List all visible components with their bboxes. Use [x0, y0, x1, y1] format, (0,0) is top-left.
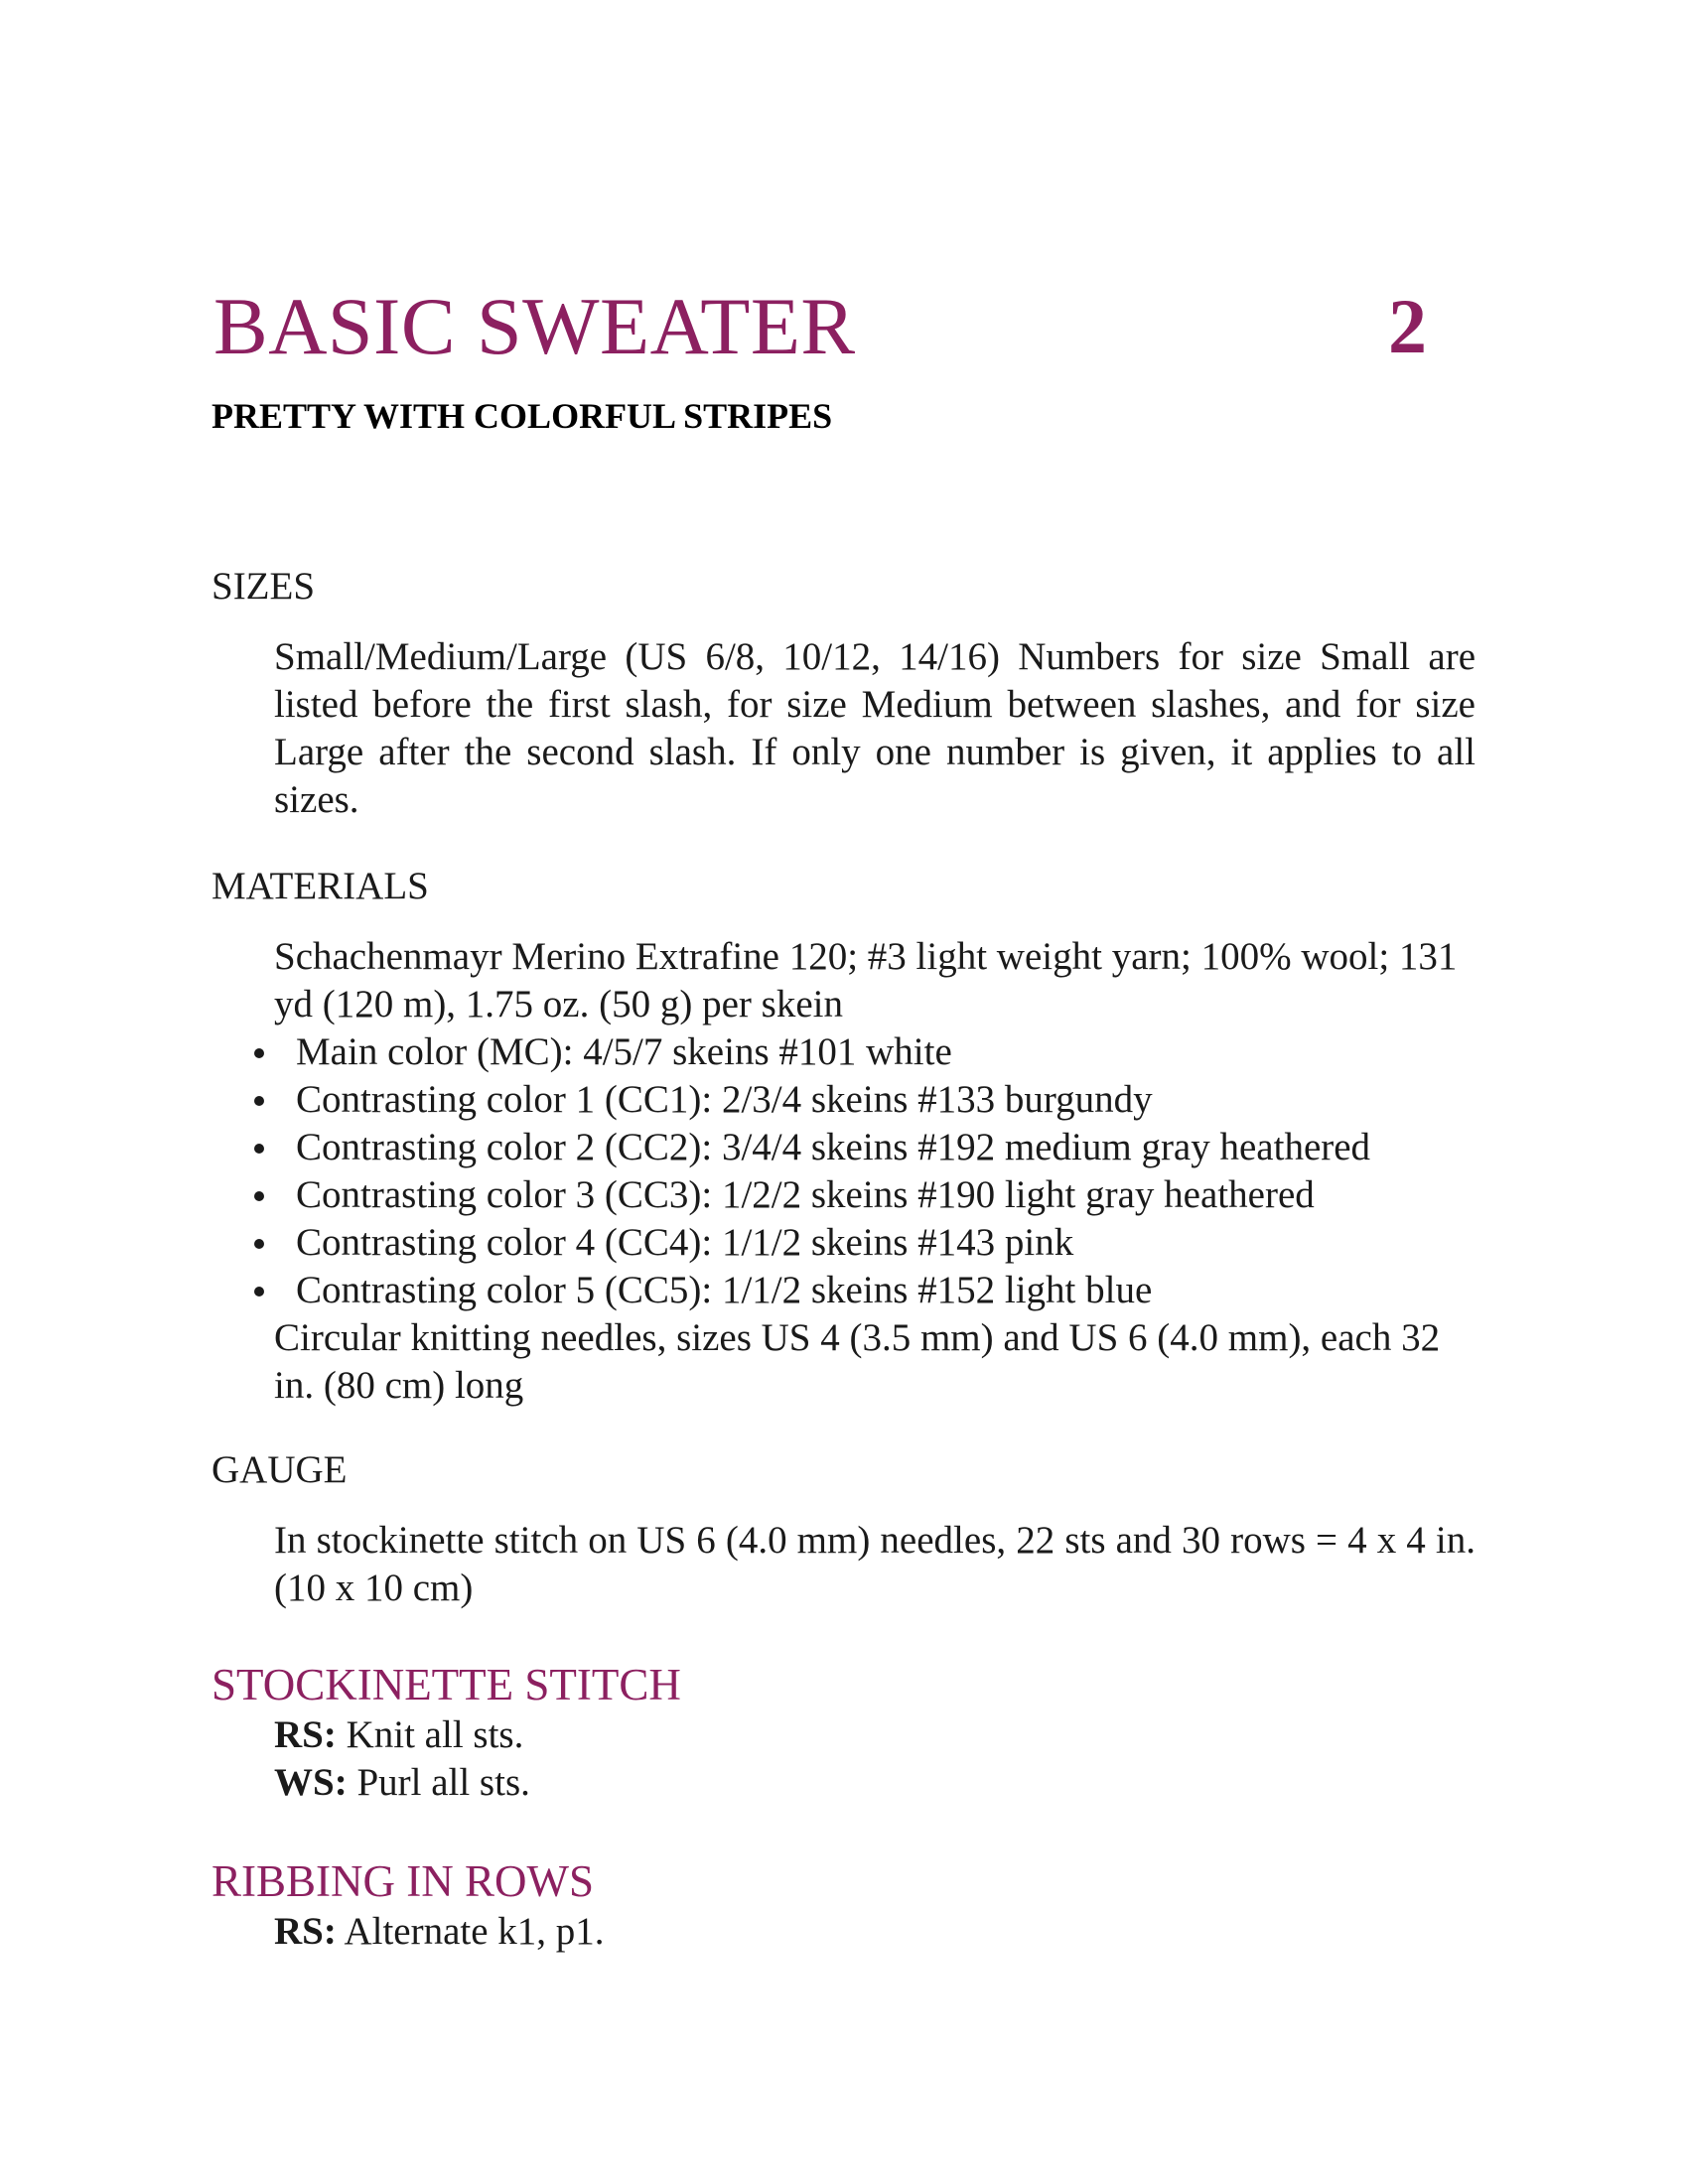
- rs-label: RS:: [274, 1713, 337, 1756]
- bullet-icon: [254, 1287, 264, 1297]
- bullet-icon: [254, 1191, 264, 1201]
- page-subtitle: PRETTY WITH COLORFUL STRIPES: [211, 396, 833, 436]
- rs-label: RS:: [274, 1910, 337, 1953]
- list-item: [274, 1076, 1480, 1124]
- rs-text: Alternate k1, p1.: [336, 1910, 605, 1953]
- bullet-icon: [254, 1239, 264, 1249]
- ribbing-heading: RIBBING IN ROWS: [211, 1856, 595, 1906]
- materials-block: [274, 933, 1480, 1410]
- page-number: 2: [1388, 283, 1427, 369]
- list-item: [274, 1219, 1480, 1267]
- color-item-text: Contrasting color 2 (CC2): 3/4/4 skeins #192 medium gray heathered: [296, 1126, 1371, 1168]
- color-item-text: Contrasting color 4 (CC4): 1/1/2 skeins #143 pink: [296, 1221, 1074, 1264]
- gauge-text: In stockinette stitch on US 6 (4.0 mm) needles, 22 sts and 30 rows = 4 x 4 in. (10 x 10 cm): [274, 1519, 1476, 1609]
- list-item: [274, 1171, 1480, 1219]
- color-item-text: Contrasting color 5 (CC5): 1/1/2 skeins #152 light blue: [296, 1269, 1153, 1311]
- ribbing-rs-row: [274, 1908, 605, 1956]
- list-item: [274, 1267, 1480, 1314]
- gauge-heading: GAUGE: [211, 1448, 348, 1491]
- materials-color-list: [274, 1028, 1480, 1314]
- materials-heading: MATERIALS: [211, 865, 429, 907]
- bullet-icon: [254, 1096, 264, 1106]
- materials-yarn: Schachenmayr Merino Extrafine 120; #3 light weight yarn; 100% wool; 131 yd (120 m), 1.75 oz. (50 g) per skein: [274, 935, 1458, 1025]
- rs-text: Knit all sts.: [336, 1713, 524, 1756]
- stockinette-rs-row: [274, 1711, 530, 1759]
- ribbing-instructions: [274, 1908, 605, 1956]
- sizes-heading: SIZES: [211, 565, 316, 608]
- color-item-text: Contrasting color 3 (CC3): 1/2/2 skeins #190 light gray heathered: [296, 1173, 1315, 1216]
- stockinette-instructions: [274, 1711, 530, 1807]
- bullet-icon: [254, 1144, 264, 1154]
- materials-needles: Circular knitting needles, sizes US 4 (3.5 mm) and US 6 (4.0 mm), each 32 in. (80 cm) long: [274, 1316, 1441, 1407]
- sizes-text: Small/Medium/Large (US 6/8, 10/12, 14/16) Numbers for size Small are listed before the first slash, for size Medium between slashes, and for size Large after the second slash. If only one number is given, it applies to all sizes.: [274, 635, 1476, 821]
- color-item-text: Main color (MC): 4/5/7 skeins #101 white: [296, 1030, 952, 1073]
- stockinette-ws-row: [274, 1759, 530, 1807]
- color-item-text: Contrasting color 1 (CC1): 2/3/4 skeins #133 burgundy: [296, 1078, 1153, 1121]
- ws-text: Purl all sts.: [347, 1761, 530, 1804]
- page-title: BASIC SWEATER: [213, 281, 856, 371]
- list-item: [274, 1028, 1480, 1076]
- list-item: [274, 1124, 1480, 1171]
- bullet-icon: [254, 1048, 264, 1058]
- ws-label: WS:: [274, 1761, 348, 1804]
- stockinette-heading: STOCKINETTE STITCH: [211, 1660, 681, 1709]
